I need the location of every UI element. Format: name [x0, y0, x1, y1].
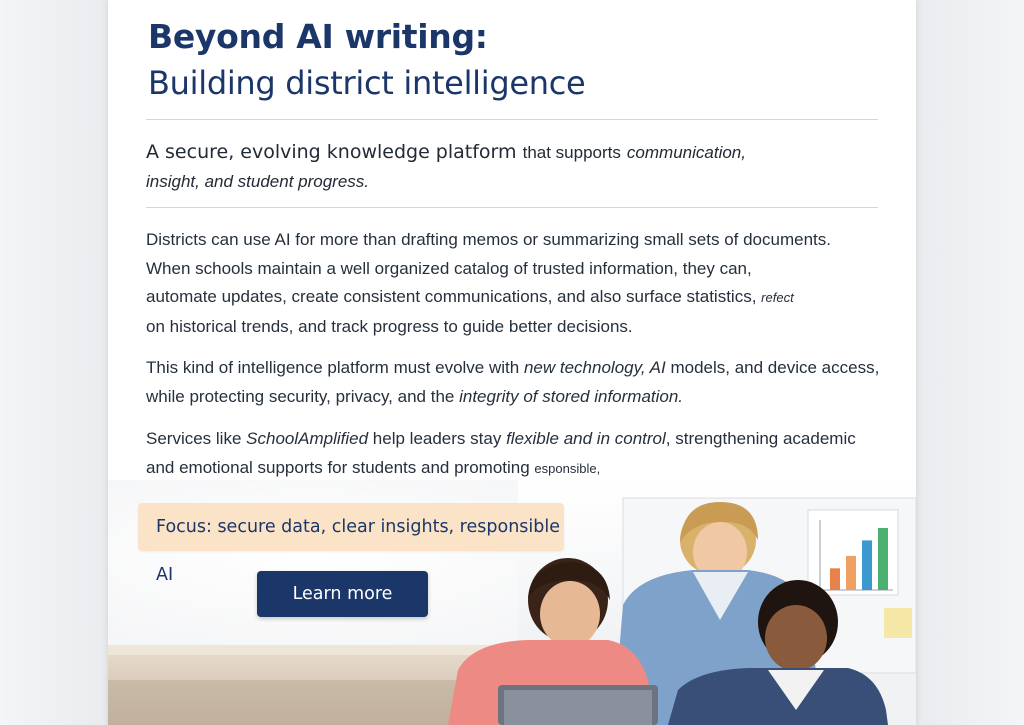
learn-more-button[interactable]: Learn more — [257, 571, 428, 617]
background-right — [916, 0, 1024, 725]
paragraph-1 — [146, 226, 906, 341]
paragraph-2-a: This kind of intelligence platform must evolve with — [146, 358, 520, 377]
article-title — [148, 14, 848, 106]
whiteboard-bar — [878, 528, 888, 590]
paragraph-3-e: , strengthening academic — [665, 429, 856, 448]
background-left — [0, 0, 108, 725]
paragraph-1-line-4: on historical trends, and track progress to guide better decisions. — [146, 316, 633, 336]
divider-top — [146, 119, 878, 120]
paragraph-3-g: esponsible, — [534, 460, 601, 476]
article-page — [108, 0, 916, 725]
paragraph-2-c: models, and device access, — [670, 358, 880, 377]
title-line-1: Beyond AI writing: — [148, 17, 488, 56]
subtitle-part-1: A secure, evolving knowledge platform — [146, 141, 517, 163]
paragraph-1-line-3a: automate updates, create consistent communications, and also surface statistics, — [146, 287, 757, 306]
whiteboard-bar — [862, 540, 872, 590]
paragraph-1-line-2: When schools maintain a well organized catalog of trusted information, they can, — [146, 258, 752, 278]
paragraph-3 — [146, 425, 906, 483]
paragraph-2 — [146, 354, 906, 411]
paragraph-1-line-1: Districts can use AI for more than drafting memos or summarizing small sets of documents. — [146, 230, 831, 249]
title-line-2: Building district intelligence — [148, 64, 586, 102]
article-subtitle — [146, 138, 766, 196]
subtitle-part-3: communication, — [626, 143, 746, 162]
paragraph-2-e: integrity of stored information. — [459, 386, 684, 406]
subtitle-part-2: that supports — [522, 143, 621, 162]
focus-callout: Focus: secure data, clear insights, responsible AI — [138, 503, 564, 551]
divider-bottom — [146, 207, 878, 208]
subtitle-part-4: insight, and student progress. — [146, 172, 370, 191]
paragraph-3-c: help leaders stay — [372, 429, 502, 448]
paragraph-3-a: Services like — [146, 429, 242, 448]
paragraph-2-d: while protecting security, privacy, and the — [146, 386, 455, 406]
paragraph-3-d: flexible and in control — [506, 429, 666, 448]
paragraph-3-f: and emotional supports for students and promoting — [146, 457, 530, 477]
paragraph-2-b: new technology, AI — [523, 358, 666, 377]
whiteboard-bar — [830, 568, 840, 590]
paragraph-1-line-3b: refect — [761, 290, 794, 305]
paragraph-3-b: SchoolAmplified — [246, 429, 369, 448]
paragraph-1-line-3 — [146, 283, 906, 313]
whiteboard-bar — [846, 556, 856, 590]
